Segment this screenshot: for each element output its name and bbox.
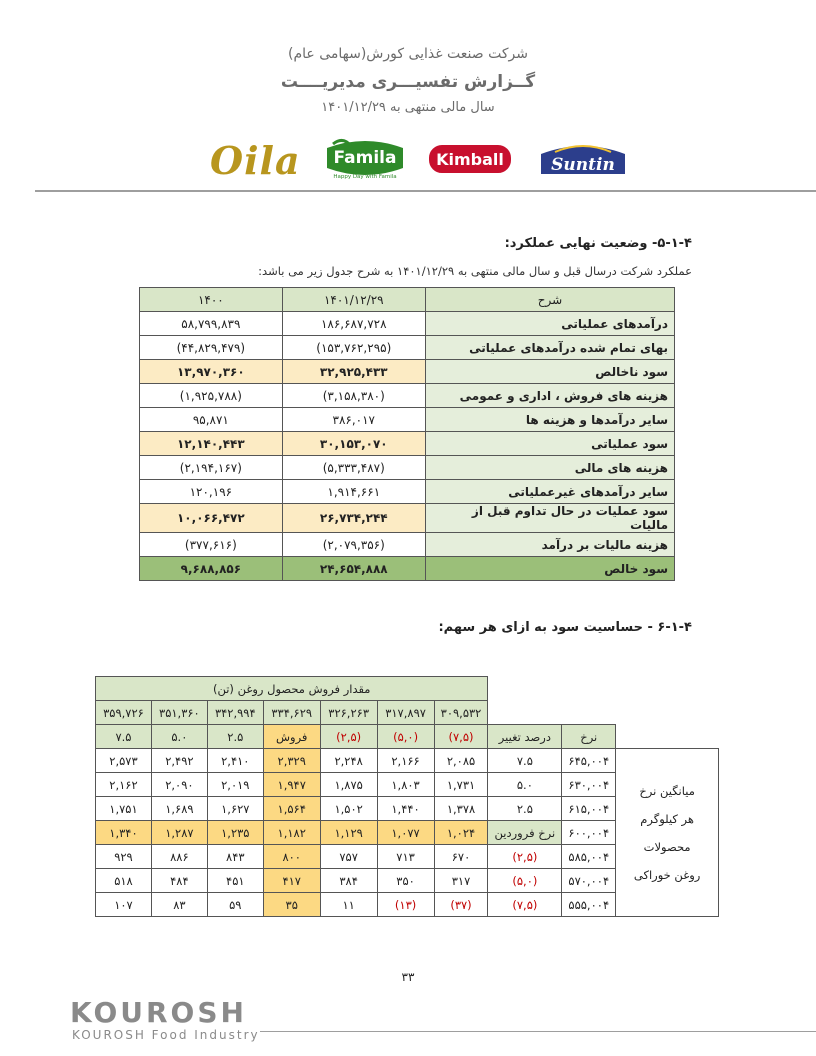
side-label-line: روغن خوراکی [633,867,701,882]
volume-change-cell: ۵.۰ [151,725,207,749]
eps-cell: ۲,۱۶۲ [96,773,152,797]
eps-cell: ۱,۱۸۲ [263,821,320,845]
eps-cell: ۱,۶۸۹ [151,797,207,821]
eps-cell: ۱,۵۰۲ [320,797,377,821]
eps-cell: ۷۵۷ [320,845,377,869]
side-label-line: محصولات [643,839,691,854]
eps-cell: ۳۱۷ [434,869,488,893]
rate-cell: ۶۰۰,۰۰۴ [562,821,616,845]
table-row-total [140,557,675,581]
table-row [140,533,675,557]
volume-cell: ۳۰۹,۵۳۲ [434,701,488,725]
page-number: ۳۳ [401,970,415,984]
value-1401: (۵,۳۳۳,۴۸۷) [282,456,425,480]
rate-cell: ۶۳۰,۰۰۴ [562,773,616,797]
volume-change-cell: (۷,۵) [434,725,488,749]
eps-cell: ۲,۱۶۶ [377,749,434,773]
row-label: هزینه های فروش ، اداری و عمومی [425,384,674,408]
eps-cell: ۹۲۹ [96,845,152,869]
eps-cell: ۸۸۶ [151,845,207,869]
eps-cell: ۳۸۴ [320,869,377,893]
kimball-logo [427,142,513,178]
row-label: هزینه های مالی [425,456,674,480]
value-1401: (۱۵۳,۷۶۲,۲۹۵) [282,336,425,360]
oila-logo: Oila [210,138,301,183]
row-label: هزینه مالیات بر درآمد [425,533,674,557]
eps-cell: ۴۵۱ [207,869,263,893]
row-label: سود عملیات در حال تداوم قبل از مالیات [425,504,674,533]
eps-cell: ۲,۰۸۵ [434,749,488,773]
eps-cell: ۱,۲۳۵ [207,821,263,845]
volume-change-cell: ۷.۵ [96,725,152,749]
row-label: سود خالص [425,557,674,581]
volume-cell: ۳۱۷,۸۹۷ [377,701,434,725]
eps-cell: ۱۱ [320,893,377,917]
value-1400: (۱,۹۲۵,۷۸۸) [140,384,283,408]
value-1401: ۳۰,۱۵۳,۰۷۰ [282,432,425,456]
table-row [140,312,675,336]
report-period: سال مالی منتهی به ۱۴۰۱/۱۲/۲۹ [321,100,495,115]
table-row [140,456,675,480]
eps-cell: ۱,۳۴۰ [96,821,152,845]
eps-cell: ۴۸۴ [151,869,207,893]
eps-cell: ۱,۳۷۸ [434,797,488,821]
value-1400: ۵۸,۷۹۹,۸۳۹ [140,312,283,336]
eps-cell: ۲,۲۴۸ [320,749,377,773]
footer-divider [260,1031,816,1032]
rate-cell: ۵۵۵,۰۰۴ [562,893,616,917]
eps-cell: ۲,۴۹۲ [151,749,207,773]
row-label: سود ناخالص [425,360,674,384]
rate-change-cell: ۲.۵ [488,797,562,821]
rate-change-header: درصد تغییر [488,725,562,749]
eps-cell: ۶۷۰ [434,845,488,869]
volume-change-base: فروش [263,725,320,749]
eps-cell: ۲,۰۹۰ [151,773,207,797]
side-label-line: هر کیلوگرم [640,811,694,826]
row-label: سایر درآمدها و هزینه ها [425,408,674,432]
value-1400: (۳۷۷,۶۱۶) [140,533,283,557]
rate-change-cell: (۷,۵) [488,893,562,917]
eps-cell: (۱۳) [377,893,434,917]
column-header-1401: ۱۴۰۱/۱۲/۲۹ [282,288,425,312]
suntin-logo-text: Suntin [551,155,615,175]
eps-cell: (۳۷) [434,893,488,917]
value-1400: ۱۲,۱۴۰,۴۴۳ [140,432,283,456]
eps-cell: ۱,۰۲۴ [434,821,488,845]
suntin-logo [535,140,631,180]
row-label: درآمدهای عملیاتی [425,312,674,336]
rate-change-base: نرخ فروردین [488,821,562,845]
eps-cell: ۳۵ [263,893,320,917]
company-name: شرکت صنعت غذایی کورش(سهامی عام) [288,46,528,62]
eps-cell: ۱,۱۲۹ [320,821,377,845]
rate-cell: ۵۸۵,۰۰۴ [562,845,616,869]
eps-cell: ۳۵۰ [377,869,434,893]
footer-brand-logo: KOUROSH [70,996,247,1029]
table-row [140,384,675,408]
section-performance-title: ۵-۱-۴- وضعیت نهایی عملکرد: [504,236,692,251]
rate-change-cell: ۵.۰ [488,773,562,797]
performance-table-header [140,288,675,312]
volume-change-cell: (۵,۰) [377,725,434,749]
volume-change-cell: (۲,۵) [320,725,377,749]
volume-cell: ۳۵۹,۷۲۶ [96,701,152,725]
value-1400: ۱۲۰,۱۹۶ [140,480,283,504]
side-label-line: میانگین نرخ [639,783,695,798]
famila-logo-text: Famila [333,148,397,168]
row-label: سایر درآمدهای غیرعملیاتی [425,480,674,504]
rate-cell: ۶۱۵,۰۰۴ [562,797,616,821]
section-sensitivity-title: ۶-۱-۴ - حساسیت سود به ازای هر سهم: [438,620,692,635]
value-1400: ۱۳,۹۷۰,۳۶۰ [140,360,283,384]
value-1401: ۱,۹۱۴,۶۶۱ [282,480,425,504]
row-label: بهای تمام شده درآمدهای عملیاتی [425,336,674,360]
performance-table [139,287,675,581]
table-row [140,504,675,533]
value-1400: ۱۰,۰۶۶,۴۷۲ [140,504,283,533]
eps-cell: ۱,۸۷۵ [320,773,377,797]
table-row [96,749,719,773]
value-1400: ۹۵,۸۷۱ [140,408,283,432]
eps-cell: ۸۳ [151,893,207,917]
header-divider [35,190,816,192]
sensitivity-group-row [96,677,719,701]
value-1400: (۴۴,۸۲۹,۴۷۹) [140,336,283,360]
value-1400: ۹,۶۸۸,۸۵۶ [140,557,283,581]
eps-cell: ۱,۲۸۷ [151,821,207,845]
volume-cell: ۳۵۱,۳۶۰ [151,701,207,725]
value-1401: ۱۸۶,۶۸۷,۷۲۸ [282,312,425,336]
eps-cell: ۱,۰۷۷ [377,821,434,845]
eps-cell: ۵۹ [207,893,263,917]
table-row [140,432,675,456]
eps-cell: ۲,۵۷۳ [96,749,152,773]
famila-logo [323,138,407,180]
volume-cell: ۳۲۶,۲۶۳ [320,701,377,725]
table-row [140,336,675,360]
value-1401: (۲,۰۷۹,۳۵۶) [282,533,425,557]
value-1401: ۲۶,۷۳۴,۲۴۴ [282,504,425,533]
eps-cell: ۱,۵۶۴ [263,797,320,821]
eps-cell: ۱,۶۲۷ [207,797,263,821]
eps-cell: ۱,۴۴۰ [377,797,434,821]
kimball-logo-text: Kimball [436,150,504,169]
rate-change-cell: ۷.۵ [488,749,562,773]
value-1401: ۲۴,۶۵۴,۸۸۸ [282,557,425,581]
rate-change-cell: (۲,۵) [488,845,562,869]
row-label: سود عملیاتی [425,432,674,456]
eps-cell: ۲,۴۱۰ [207,749,263,773]
report-title: گــزارش تفسیـــری مدیریــــت [280,72,536,92]
eps-cell: ۸۴۳ [207,845,263,869]
volume-cell: ۳۳۴,۶۲۹ [263,701,320,725]
eps-cell: ۲,۰۱۹ [207,773,263,797]
column-header-description: شرح [425,288,674,312]
eps-cell: ۱۰۷ [96,893,152,917]
eps-cell: ۴۱۷ [263,869,320,893]
rate-header: نرخ [562,725,616,749]
volume-group-header: مقدار فروش محصول روغن (تن) [96,677,488,701]
side-label [616,749,719,917]
volume-change-row [96,725,719,749]
value-1401: ۳۸۶,۰۱۷ [282,408,425,432]
section-performance-description: عملکرد شرکت درسال قبل و سال مالی منتهی به ۱۴۰۱/۱۲/۲۹ به شرح جدول زیر می باشد: [258,264,692,278]
eps-cell: ۱,۷۵۱ [96,797,152,821]
value-1401: (۳,۱۵۸,۳۸۰) [282,384,425,408]
rate-cell: ۵۷۰,۰۰۴ [562,869,616,893]
eps-cell: ۱,۷۳۱ [434,773,488,797]
eps-cell: ۸۰۰ [263,845,320,869]
volume-change-cell: ۲.۵ [207,725,263,749]
rate-change-cell: (۵,۰) [488,869,562,893]
eps-cell: ۷۱۳ [377,845,434,869]
table-row [140,480,675,504]
rate-cell: ۶۴۵,۰۰۴ [562,749,616,773]
column-header-1400: ۱۴۰۰ [140,288,283,312]
value-1400: (۲,۱۹۴,۱۶۷) [140,456,283,480]
sensitivity-table [95,676,719,917]
brand-logos [205,132,635,188]
table-row [140,408,675,432]
eps-cell: ۵۱۸ [96,869,152,893]
eps-cell: ۱,۸۰۳ [377,773,434,797]
table-row [140,360,675,384]
volume-cell: ۳۴۲,۹۹۴ [207,701,263,725]
eps-cell: ۲,۳۲۹ [263,749,320,773]
value-1401: ۳۲,۹۲۵,۴۳۳ [282,360,425,384]
volume-row [96,701,719,725]
eps-cell: ۱,۹۴۷ [263,773,320,797]
footer-brand-subtitle: KOUROSH Food Industry [72,1028,260,1042]
famila-tagline: Happy Day with Famila [333,174,397,180]
